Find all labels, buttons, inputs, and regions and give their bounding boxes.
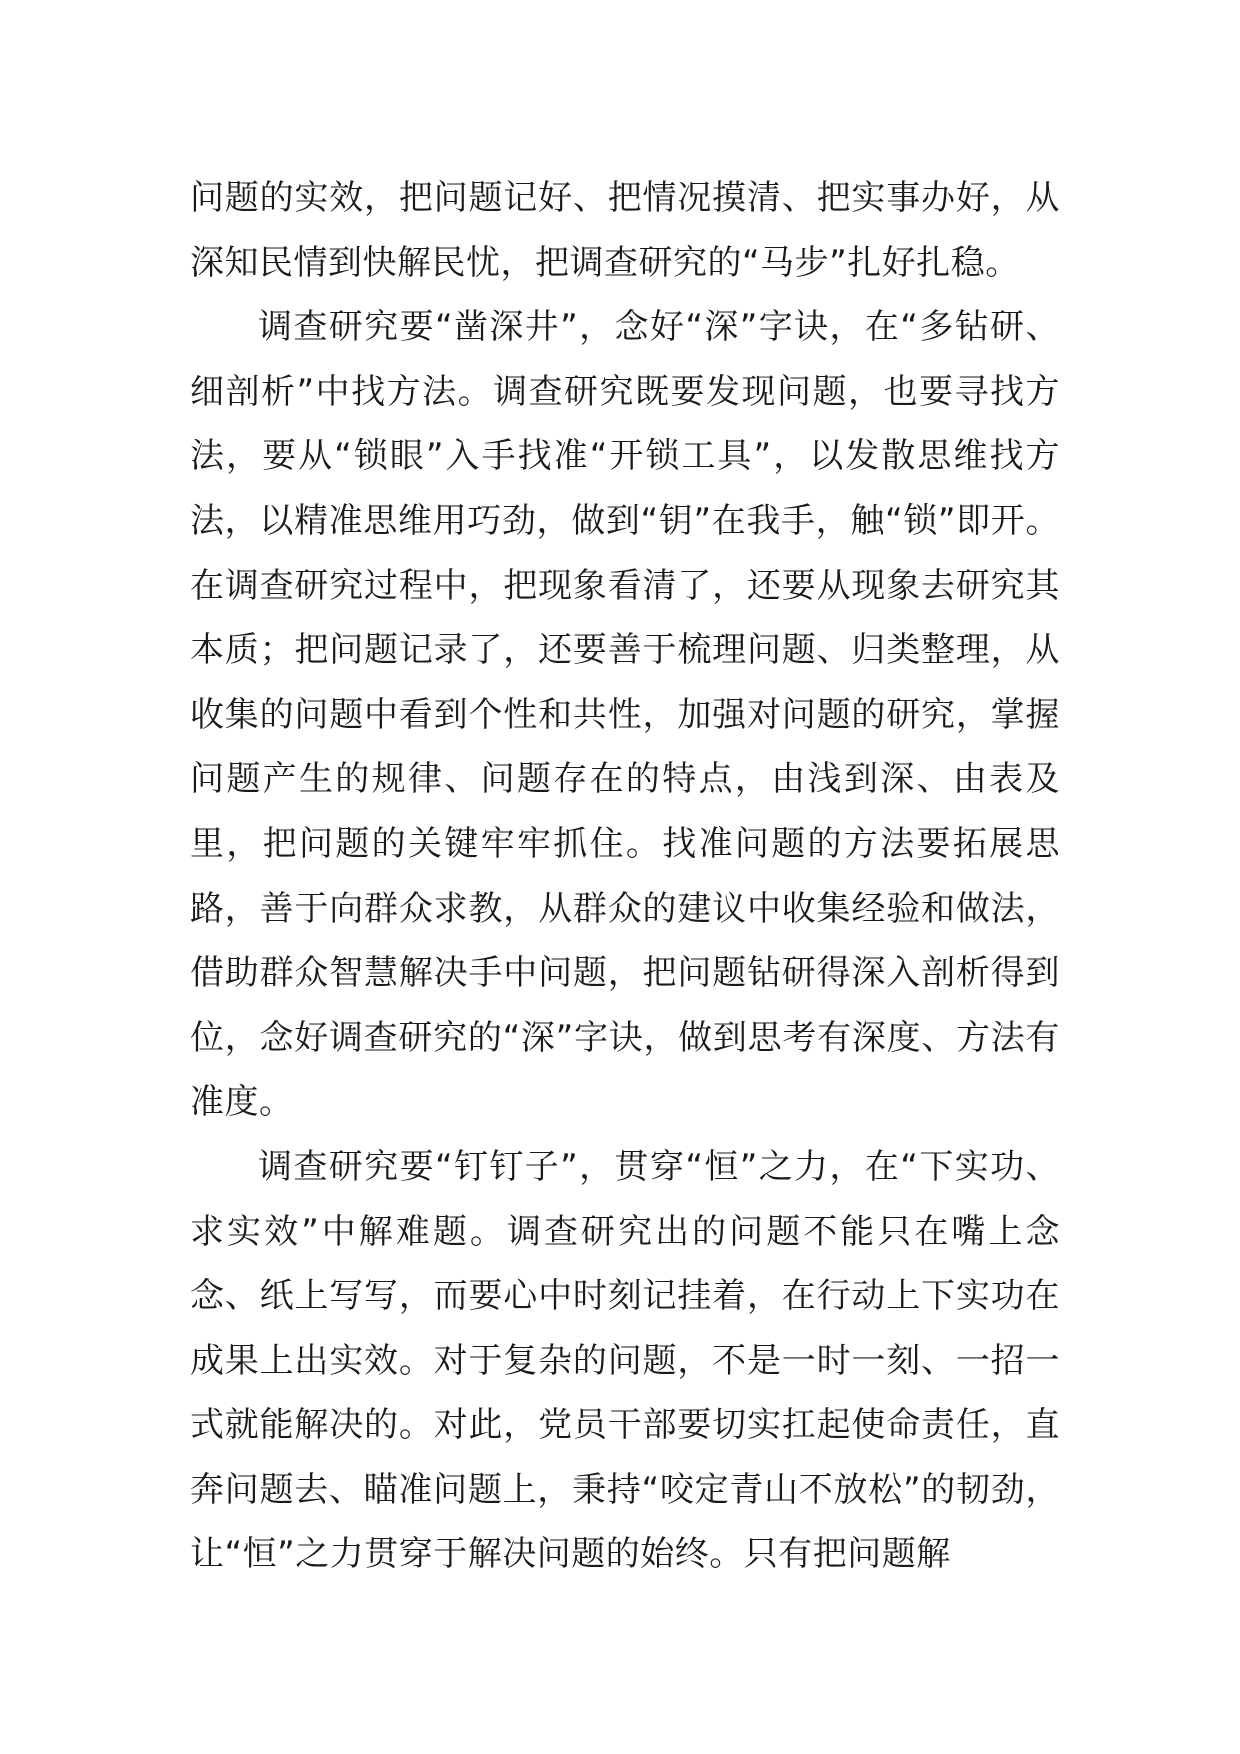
body-text	[190, 166, 1060, 1587]
paragraph-continuation: 问题的实效，把问题记好、把情况摸清、把实事办好，从深知民情到快解民忧，把调查研究的“马步”扎好扎稳。	[190, 178, 1060, 283]
paragraph-drive-nails: 调查研究要“钉钉子”，贯穿“恒”之力，在“下实功、求实效”中解难题。调查研究出的问题不能只在嘴上念念、纸上写写，而要心中时刻记挂着，在行动上下实功在成果上出实效。对于复杂的问题，不是一时一刻、一招一式就能解决的。对此，党员干部要切实扛起使命责任，直奔问题去、瞄准问题上，秉持“咬定青山不放松”的韧劲，让“恒”之力贯穿于解决问题的始终。只有把问题解	[190, 1146, 1060, 1575]
paragraph-dig-deep-well: 调查研究要“凿深井”，念好“深”字诀，在“多钻研、细剖析”中找方法。调查研究既要发现问题，也要寻找方法，要从“锁眼”入手找准“开锁工具”，以发散思维找方法，以精准思维用巧劲，做到“钥”在我手，触“锁”即开。在调查研究过程中，把现象看清了，还要从现象去研究其本质；把问题记录了，还要善于梳理问题、归类整理，从收集的问题中看到个性和共性，加强对问题的研究，掌握问题产生的规律、问题存在的特点，由浅到深、由表及里，把问题的关键牢牢抓住。找准问题的方法要拓展思路，善于向群众求教，从群众的建议中收集经验和做法，借助群众智慧解决手中问题，把问题钻研得深入剖析得到位，念好调查研究的“深”字诀，做到思考有深度、方法有准度。	[190, 307, 1060, 1123]
